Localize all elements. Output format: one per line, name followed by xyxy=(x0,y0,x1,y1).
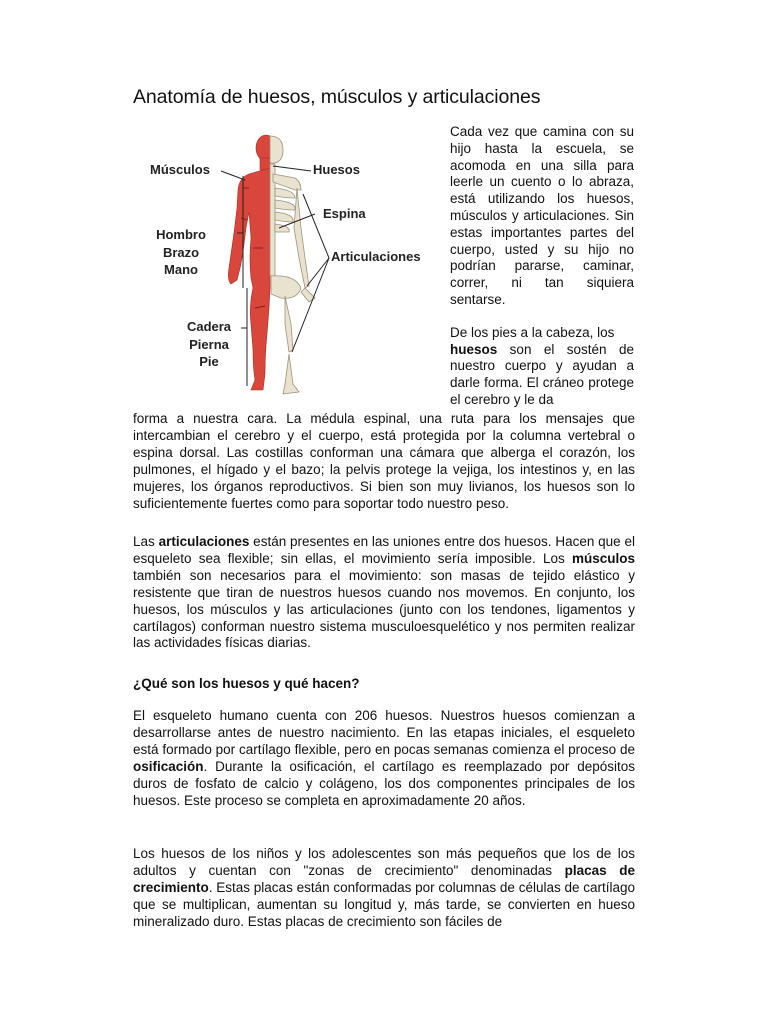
paragraph-bones-cont: forma a nuestra cara. La médula espinal, una ruta para los mensajes que intercambian el cerebro y el cuerpo, está protegida por la columna vertebral o espina dorsal. Las costillas conforman una cámara que alberga el corazón, los pulmones, el hígado y el bazo; la pelvis protege la vejiga, los intestinos y, en las mujeres, los órganos reproductivos. Si bien son muy livianos, los huesos son lo suficientemente fuertes como para soportar todo nuestro peso. xyxy=(133,411,635,511)
bold-term-placas: placas de crecimiento xyxy=(133,862,635,895)
text-run: . Durante la osificación, el cartílago es reemplazado por depósitos duros de fosfato de calcio y colágeno, los dos componentes principales de los huesos. Este proceso se completa en aproximadamente 20 años. xyxy=(133,758,635,808)
label-pie: Pie xyxy=(199,354,219,369)
label-mano: Mano xyxy=(164,262,198,277)
label-pierna: Pierna xyxy=(189,337,229,352)
side-column xyxy=(450,124,634,425)
section-heading: ¿Qué son los huesos y qué hacen? xyxy=(133,676,360,691)
label-cadera: Cadera xyxy=(186,319,232,334)
text-run: están presentes en las uniones entre dos huesos. Hacen que el esqueleto sea flexible; sin ellas, el movimiento sería imposible. Los xyxy=(133,534,635,566)
paragraph-growth-plates xyxy=(133,846,635,931)
text-run: . Estas placas están conformadas por columnas de células de cartílago que se multiplican, aumentan su longitud y, más tarde, se convierten en hueso mineralizado duro. Estas placas de crecimiento son fáciles de xyxy=(133,879,636,929)
bold-term-huesos: huesos xyxy=(450,341,498,357)
text-run: Las xyxy=(133,534,159,549)
paragraph-intro: Cada vez que camina con su hijo hasta la escuela, se acomoda en una silla para leerle un cuento o lo abraza, está utilizando los huesos, músculos y articulaciones. Sin estas importantes partes del cuerpo, usted y su hijo no podrían pararse, caminar, correr, ni tan siquiera sentarse. xyxy=(450,124,634,307)
skeleton-half xyxy=(270,136,315,394)
label-articulaciones: Articulaciones xyxy=(331,249,421,264)
paragraph-bones-start xyxy=(450,325,634,409)
text-run: Los huesos de los niños y los adolescentes son más pequeños que los de los adultos y cuentan con "zonas de crecimiento" denominadas xyxy=(133,846,635,878)
bold-term-osificacion: osificación xyxy=(133,758,204,774)
text-run: De los pies a la cabeza, los xyxy=(450,324,615,340)
anatomy-figure xyxy=(145,128,435,398)
paragraph-joints xyxy=(133,534,635,652)
text-run: El esqueleto humano cuenta con 206 huesos. Nuestros huesos comienzan a desarrollarse antes de nuestro nacimiento. En las etapas iniciales, el esqueleto está formado por cartílago flexible, pero en pocas semanas comienza el proceso de xyxy=(133,708,635,757)
bold-term-musculos: músculos xyxy=(571,550,635,566)
text-run: también son necesarios para el movimiento: son masas de tejido elástico y resistente que tiran de nuestros huesos cuando nos movemos. En conjunto, los huesos, los músculos y las articulaciones (junto con los tendones, ligamentos y cartílagos) conforman nuestro sistema musculoesquelético y nos permiten realizar las actividades físicas diarias. xyxy=(133,567,635,651)
bold-term-articulaciones: articulaciones xyxy=(158,534,250,549)
text-run: son el sostén de nuestro cuerpo y ayudan a darle forma. El cráneo protege el cerebro y le da xyxy=(450,341,634,407)
label-musculos: Músculos xyxy=(150,162,210,177)
label-hombro: Hombro xyxy=(156,227,206,242)
label-espina: Espina xyxy=(323,206,366,221)
label-huesos: Huesos xyxy=(313,162,360,177)
paragraph-skeleton xyxy=(133,708,635,809)
page-title: Anatomía de huesos, músculos y articulaciones xyxy=(133,86,541,108)
label-brazo: Brazo xyxy=(162,245,200,260)
